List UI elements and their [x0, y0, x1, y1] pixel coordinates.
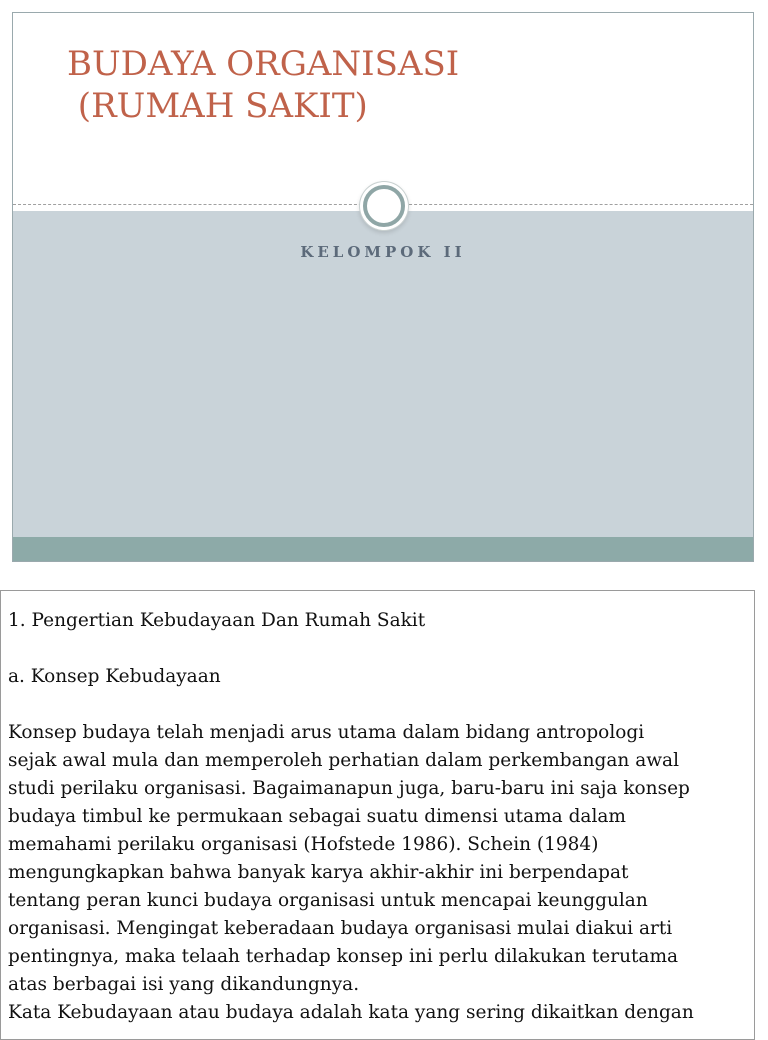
- text-line: tentang peran kunci budaya organisasi untuk mencapai keunggulan: [8, 890, 648, 911]
- slide-body: [8, 607, 755, 1027]
- slide-subtitle: KELOMPOK II: [300, 243, 466, 261]
- section-heading: 1. Pengertian Kebudayaan Dan Rumah Sakit: [8, 610, 426, 631]
- title-line-1: BUDAYA ORGANISASI: [67, 44, 460, 84]
- text-line: memahami perilaku organisasi (Hofstede 1986). Schein (1984): [8, 834, 599, 855]
- section-subheading: a. Konsep Kebudayaan: [8, 666, 221, 687]
- text-line: Kata Kebudayaan atau budaya adalah kata yang sering dikaitkan dengan: [8, 1002, 694, 1023]
- slide-title: [67, 43, 459, 127]
- content-slide: [0, 590, 755, 1040]
- title-line-2: (RUMAH SAKIT): [67, 86, 368, 126]
- title-slide: [12, 12, 754, 562]
- text-line: studi perilaku organisasi. Bagaimanapun juga, baru-baru ini saja konsep: [8, 778, 690, 799]
- ring-ornament-icon: [363, 185, 405, 227]
- text-line: budaya timbul ke permukaan sebagai suatu dimensi utama dalam: [8, 806, 626, 827]
- text-line: Konsep budaya telah menjadi arus utama dalam bidang antropologi: [8, 722, 645, 743]
- text-line: sejak awal mula dan memperoleh perhatian dalam perkembangan awal: [8, 750, 680, 771]
- text-line: pentingnya, maka telaah terhadap konsep ini perlu dilakukan terutama: [8, 946, 679, 967]
- text-line: organisasi. Mengingat keberadaan budaya organisasi mulai diakui arti: [8, 918, 673, 939]
- text-line: mengungkapkan bahwa banyak karya akhir-akhir ini berpendapat: [8, 862, 629, 883]
- footer-strip: [13, 537, 753, 562]
- text-line: atas berbagai isi yang dikandungnya.: [8, 974, 360, 995]
- body-paragraph: [8, 719, 755, 1027]
